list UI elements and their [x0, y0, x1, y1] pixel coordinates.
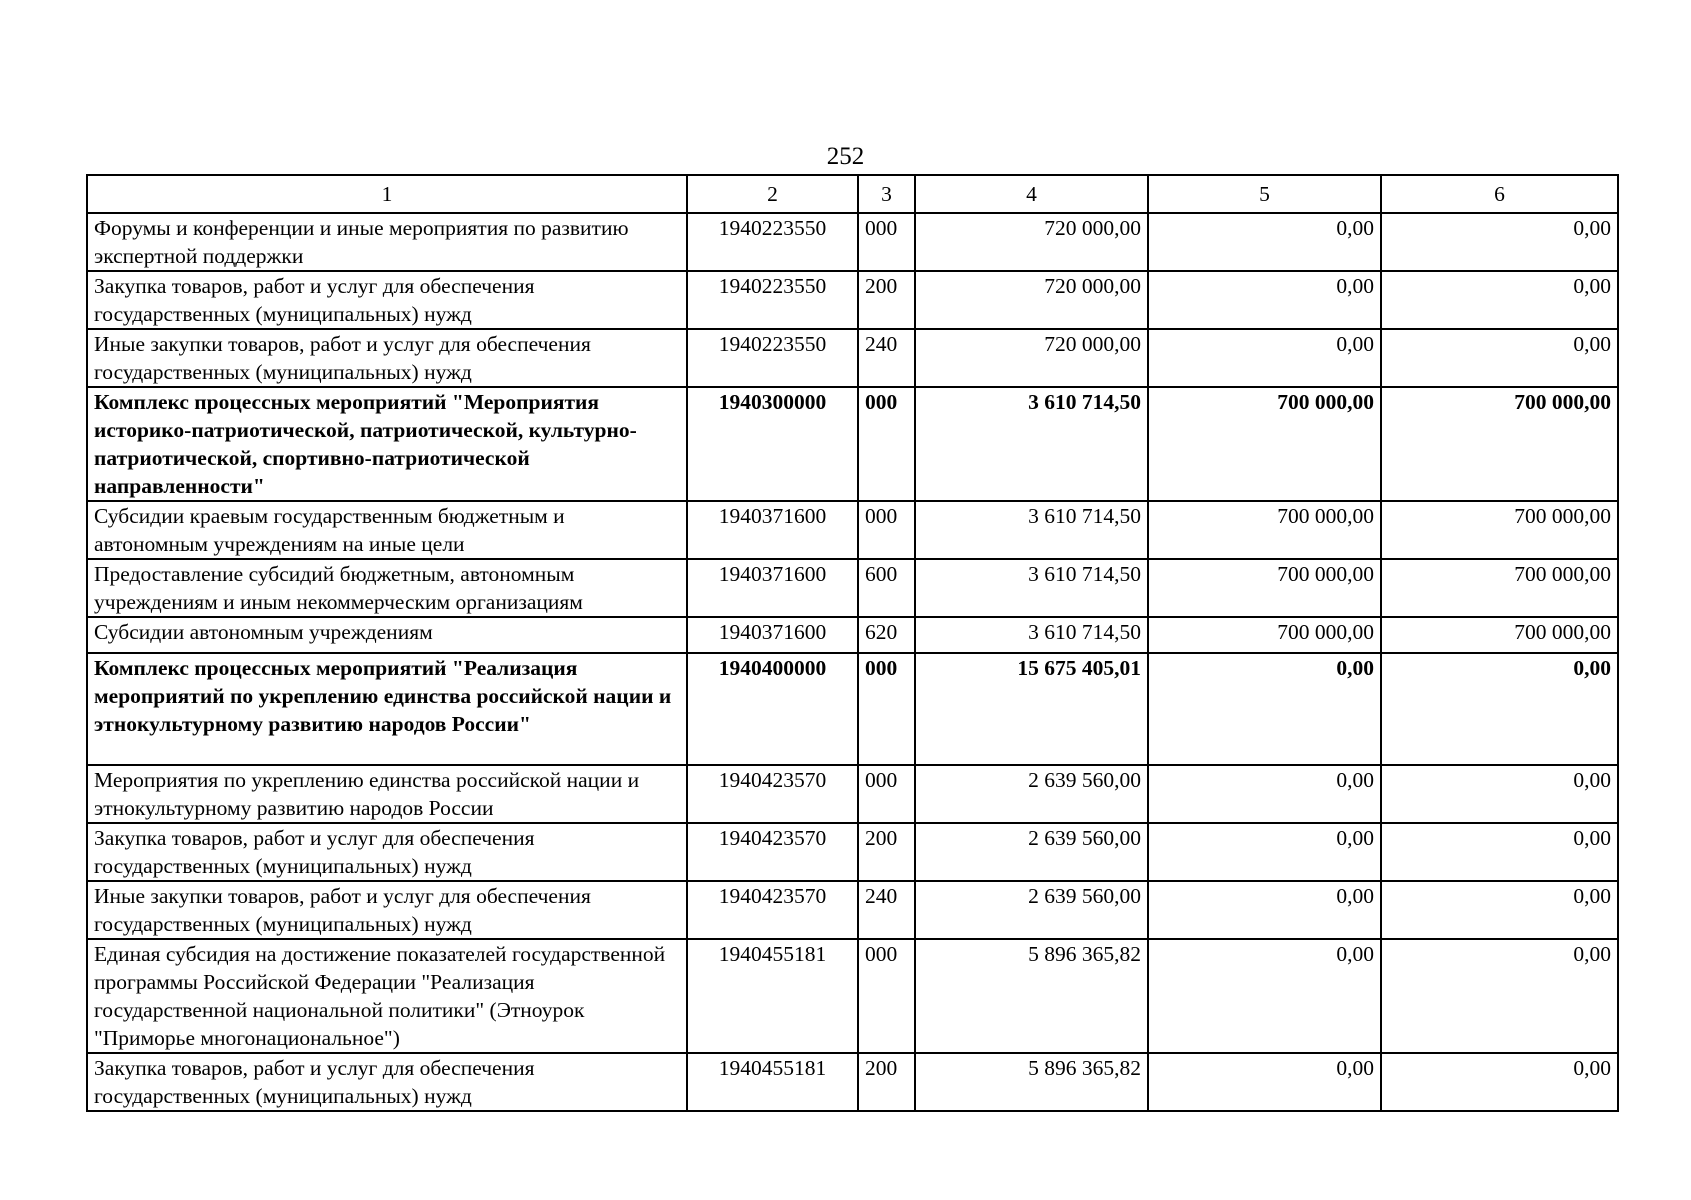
table-row — [87, 653, 1618, 765]
row-value-col4-cell: 720 000,00 — [915, 271, 1148, 329]
column-header-1: 1 — [87, 175, 687, 213]
row-name-cell: Иные закупки товаров, работ и услуг для обеспечения государственных (муниципальных) нужд — [87, 881, 687, 939]
row-value-col5-cell: 700 000,00 — [1148, 617, 1381, 653]
row-value-col5-cell: 0,00 — [1148, 329, 1381, 387]
row-value-col5-cell: 700 000,00 — [1148, 387, 1381, 501]
row-name-cell: Закупка товаров, работ и услуг для обеспечения государственных (муниципальных) нужд — [87, 271, 687, 329]
row-code-cell: 1940455181 — [687, 1053, 858, 1111]
row-value-col6-cell: 0,00 — [1381, 881, 1618, 939]
budget-table — [86, 174, 1619, 1112]
table-row — [87, 387, 1618, 501]
row-type-cell: 000 — [858, 213, 915, 271]
table-row — [87, 939, 1618, 1053]
row-code-cell: 1940455181 — [687, 939, 858, 1053]
row-value-col4-cell: 3 610 714,50 — [915, 387, 1148, 501]
row-type-cell: 000 — [858, 387, 915, 501]
row-name-cell: Субсидии краевым государственным бюджетным и автономным учреждениям на иные цели — [87, 501, 687, 559]
row-value-col4-cell: 3 610 714,50 — [915, 617, 1148, 653]
table-row — [87, 559, 1618, 617]
row-type-cell: 000 — [858, 653, 915, 765]
row-name-cell: Комплекс процессных мероприятий "Мероприятия историко-патриотической, патриотической, культурно-патриотической, спортивно-патриотической направленности" — [87, 387, 687, 501]
row-name-cell: Закупка товаров, работ и услуг для обеспечения государственных (муниципальных) нужд — [87, 823, 687, 881]
table-row — [87, 501, 1618, 559]
row-value-col4-cell: 720 000,00 — [915, 213, 1148, 271]
table-row — [87, 329, 1618, 387]
row-type-cell: 000 — [858, 765, 915, 823]
row-value-col6-cell: 700 000,00 — [1381, 559, 1618, 617]
row-value-col6-cell: 0,00 — [1381, 213, 1618, 271]
row-value-col5-cell: 0,00 — [1148, 765, 1381, 823]
row-type-cell: 240 — [858, 881, 915, 939]
row-code-cell: 1940400000 — [687, 653, 858, 765]
row-name-cell: Мероприятия по укреплению единства российской нации и этнокультурному развитию народов России — [87, 765, 687, 823]
row-code-cell: 1940423570 — [687, 881, 858, 939]
row-value-col4-cell: 3 610 714,50 — [915, 559, 1148, 617]
row-type-cell: 620 — [858, 617, 915, 653]
row-type-cell: 200 — [858, 1053, 915, 1111]
row-value-col5-cell: 0,00 — [1148, 939, 1381, 1053]
row-value-col6-cell: 0,00 — [1381, 765, 1618, 823]
row-type-cell: 200 — [858, 271, 915, 329]
row-value-col4-cell: 2 639 560,00 — [915, 823, 1148, 881]
table-row — [87, 213, 1618, 271]
header-row — [87, 175, 1618, 213]
table-row — [87, 1053, 1618, 1111]
row-type-cell: 600 — [858, 559, 915, 617]
row-name-cell: Форумы и конференции и иные мероприятия по развитию экспертной поддержки — [87, 213, 687, 271]
row-value-col4-cell: 5 896 365,82 — [915, 1053, 1148, 1111]
row-value-col6-cell: 700 000,00 — [1381, 617, 1618, 653]
table-row — [87, 271, 1618, 329]
page-number: 252 — [826, 143, 865, 170]
row-type-cell: 240 — [858, 329, 915, 387]
row-name-cell: Иные закупки товаров, работ и услуг для обеспечения государственных (муниципальных) нужд — [87, 329, 687, 387]
row-value-col5-cell: 700 000,00 — [1148, 559, 1381, 617]
row-value-col5-cell: 0,00 — [1148, 823, 1381, 881]
row-value-col6-cell: 0,00 — [1381, 939, 1618, 1053]
table-body — [87, 213, 1618, 1111]
row-value-col6-cell: 0,00 — [1381, 1053, 1618, 1111]
row-value-col5-cell: 0,00 — [1148, 213, 1381, 271]
column-header-4: 4 — [915, 175, 1148, 213]
row-value-col4-cell: 3 610 714,50 — [915, 501, 1148, 559]
row-code-cell: 1940223550 — [687, 271, 858, 329]
row-value-col6-cell: 0,00 — [1381, 329, 1618, 387]
row-value-col6-cell: 700 000,00 — [1381, 501, 1618, 559]
row-code-cell: 1940371600 — [687, 501, 858, 559]
row-value-col4-cell: 15 675 405,01 — [915, 653, 1148, 765]
table-row — [87, 765, 1618, 823]
row-value-col5-cell: 0,00 — [1148, 271, 1381, 329]
column-header-5: 5 — [1148, 175, 1381, 213]
row-value-col6-cell: 0,00 — [1381, 823, 1618, 881]
row-type-cell: 200 — [858, 823, 915, 881]
row-value-col5-cell: 0,00 — [1148, 653, 1381, 765]
row-value-col5-cell: 0,00 — [1148, 881, 1381, 939]
row-name-cell: Закупка товаров, работ и услуг для обеспечения государственных (муниципальных) нужд — [87, 1053, 687, 1111]
table-row — [87, 617, 1618, 653]
row-value-col6-cell: 0,00 — [1381, 271, 1618, 329]
row-code-cell: 1940423570 — [687, 765, 858, 823]
row-code-cell: 1940223550 — [687, 213, 858, 271]
column-header-6: 6 — [1381, 175, 1618, 213]
row-name-cell: Единая субсидия на достижение показателей государственной программы Российской Федерации "Реализация государственной национальной политики" (Этноурок "Приморье многонациональное") — [87, 939, 687, 1053]
row-value-col4-cell: 720 000,00 — [915, 329, 1148, 387]
row-value-col4-cell: 5 896 365,82 — [915, 939, 1148, 1053]
row-name-cell: Комплекс процессных мероприятий "Реализация мероприятий по укреплению единства российской нации и этнокультурному развитию народов России" — [87, 653, 687, 765]
row-value-col5-cell: 0,00 — [1148, 1053, 1381, 1111]
row-value-col5-cell: 700 000,00 — [1148, 501, 1381, 559]
table-row — [87, 881, 1618, 939]
row-type-cell: 000 — [858, 939, 915, 1053]
column-header-2: 2 — [687, 175, 858, 213]
row-name-cell: Субсидии автономным учреждениям — [87, 617, 687, 653]
row-value-col6-cell: 700 000,00 — [1381, 387, 1618, 501]
row-code-cell: 1940371600 — [687, 559, 858, 617]
row-value-col4-cell: 2 639 560,00 — [915, 881, 1148, 939]
row-value-col6-cell: 0,00 — [1381, 653, 1618, 765]
row-code-cell: 1940223550 — [687, 329, 858, 387]
row-code-cell: 1940423570 — [687, 823, 858, 881]
table-row — [87, 823, 1618, 881]
row-name-cell: Предоставление субсидий бюджетным, автономным учреждениям и иным некоммерческим организациям — [87, 559, 687, 617]
row-code-cell: 1940300000 — [687, 387, 858, 501]
row-code-cell: 1940371600 — [687, 617, 858, 653]
row-value-col4-cell: 2 639 560,00 — [915, 765, 1148, 823]
column-header-3: 3 — [858, 175, 915, 213]
row-type-cell: 000 — [858, 501, 915, 559]
